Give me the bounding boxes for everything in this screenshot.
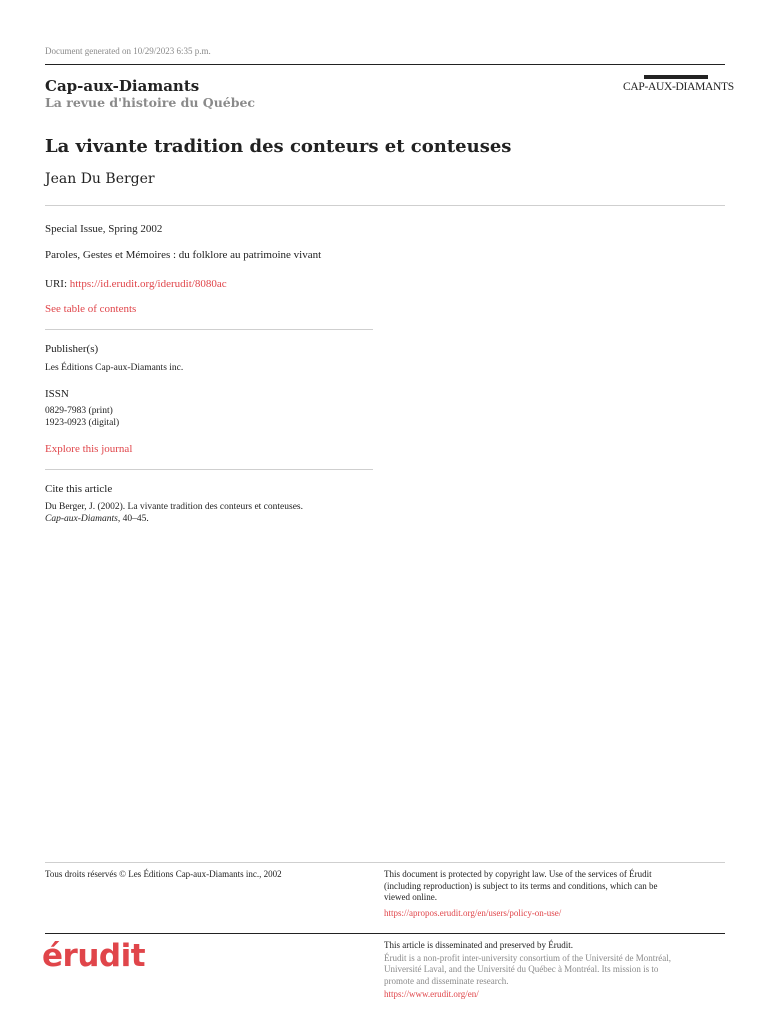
generation-timestamp: Document generated on 10/29/2023 6:35 p.m. bbox=[45, 46, 211, 56]
issn-heading: ISSN bbox=[45, 388, 69, 400]
copyright-line-1: This document is protected by copyright law. Use of the services of Érudit bbox=[384, 869, 652, 879]
footer-divider bbox=[45, 862, 725, 863]
dissemination-line-1: Érudit is a non-profit inter-university consortium of the Université de Montréal, bbox=[384, 952, 672, 963]
copyright-line-2: (including reproduction) is subject to its terms and conditions, which can be bbox=[384, 880, 658, 891]
dissemination-title: This article is disseminated and preserved by Érudit. bbox=[384, 940, 573, 950]
citation-line-1: Du Berger, J. (2002). La vivante tradition des conteurs et conteuses. bbox=[45, 502, 303, 512]
copyright-line-3: viewed online. bbox=[384, 892, 437, 902]
journal-logo bbox=[623, 75, 734, 95]
journal-subtitle: La revue d'histoire du Québec bbox=[45, 95, 256, 110]
dissemination-notice bbox=[384, 940, 724, 1001]
citation-line-2 bbox=[45, 514, 149, 524]
uri-label: URI: bbox=[45, 278, 70, 290]
uri-link[interactable]: https://id.erudit.org/iderudit/8080ac bbox=[69, 278, 227, 290]
footer-divider-dark bbox=[45, 933, 725, 934]
issue-label: Special Issue, Spring 2002 bbox=[45, 223, 163, 235]
issue-theme: Paroles, Gestes et Mémoires : du folklore au patrimoine vivant bbox=[45, 249, 322, 261]
title-divider bbox=[45, 205, 725, 206]
header-divider bbox=[45, 64, 725, 65]
journal-name: Cap-aux-Diamants bbox=[45, 77, 200, 95]
rights-statement: Tous droits réservés © Les Éditions Cap-aux-Diamants inc., 2002 bbox=[45, 869, 282, 879]
table-of-contents-link[interactable]: See table of contents bbox=[45, 303, 137, 315]
journal-logo-bar bbox=[644, 75, 708, 79]
copyright-notice bbox=[384, 869, 724, 919]
issn-digital: 1923-0923 (digital) bbox=[45, 418, 120, 428]
section-divider bbox=[45, 469, 373, 470]
section-divider bbox=[45, 329, 373, 330]
erudit-logo: érudit bbox=[42, 938, 146, 974]
citation-pages: , 40–45. bbox=[117, 514, 149, 524]
issn-print: 0829-7983 (print) bbox=[45, 406, 113, 416]
article-author: Jean Du Berger bbox=[45, 171, 155, 187]
cite-heading: Cite this article bbox=[45, 483, 113, 495]
uri-line bbox=[45, 278, 227, 290]
publisher-heading: Publisher(s) bbox=[45, 343, 99, 355]
erudit-website-link[interactable]: https://www.erudit.org/en/ bbox=[384, 989, 479, 999]
policy-link[interactable]: https://apropos.erudit.org/en/users/policy-on-use/ bbox=[384, 907, 562, 918]
journal-logo-text: CAP-AUX-DIAMANTS bbox=[623, 81, 734, 93]
publisher-name: Les Éditions Cap-aux-Diamants inc. bbox=[45, 363, 184, 373]
dissemination-line-2: Université Laval, and the Université du Québec à Montréal. Its mission is to bbox=[384, 964, 659, 974]
article-title: La vivante tradition des conteurs et conteuses bbox=[45, 136, 512, 157]
explore-journal-link[interactable]: Explore this journal bbox=[45, 443, 133, 455]
dissemination-line-3: promote and disseminate research. bbox=[384, 975, 509, 986]
citation-journal: Cap-aux-Diamants bbox=[45, 514, 118, 524]
